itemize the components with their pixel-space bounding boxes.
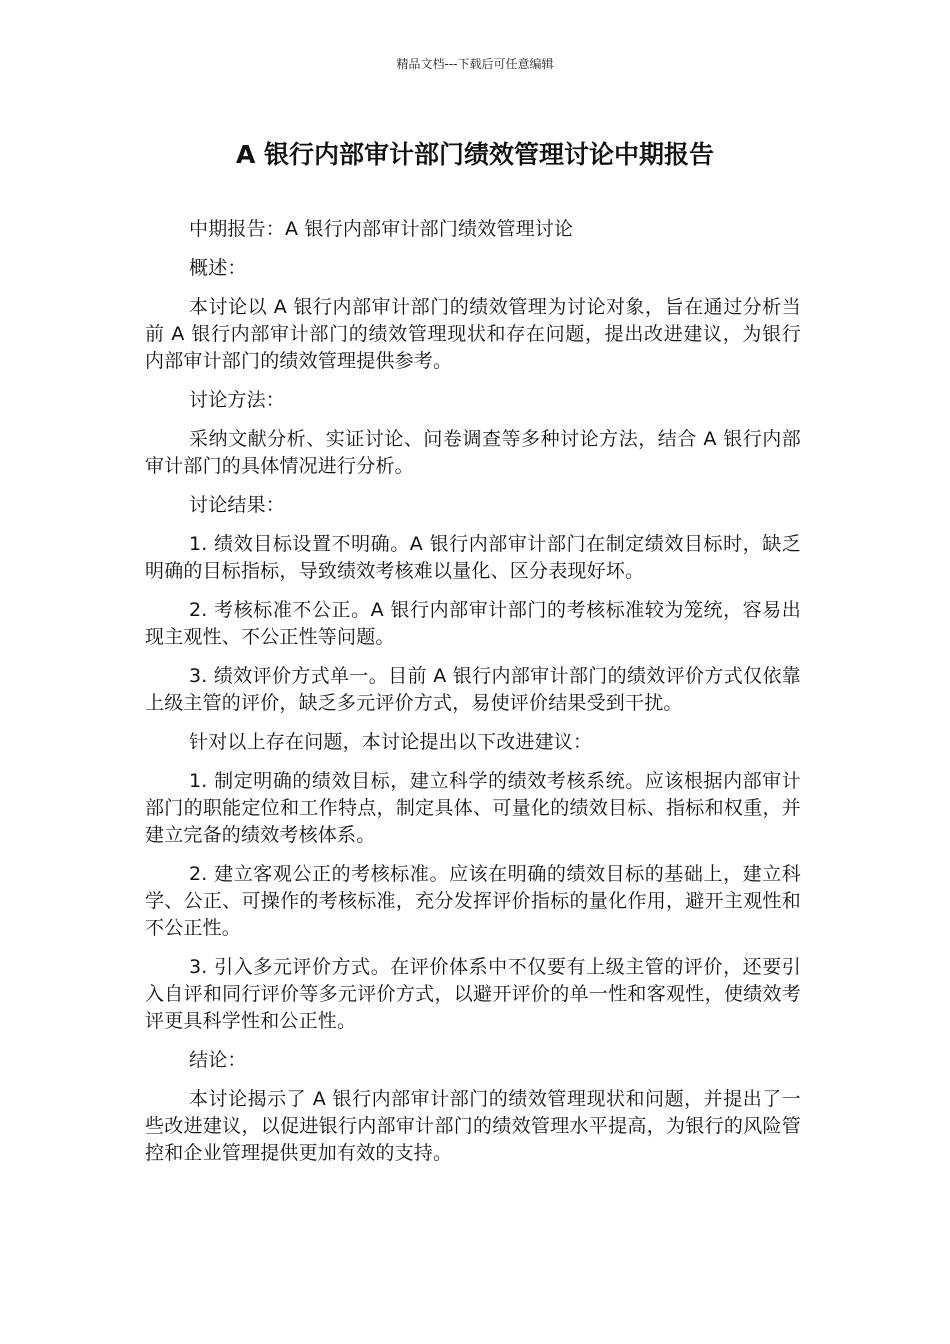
paragraph-conclusion: 本讨论揭示了 A 银行内部审计部门的绩效管理现状和问题，并提出了一些改进建议，以促进银行内部审计部门的绩效管理水平提高，为银行的风险管控和企业管理提供更加有效的支持。 [145, 1088, 801, 1164]
heading-methods: 讨论方法： [189, 389, 286, 411]
result-item-3: 3. 绩效评价方式单一。目前 A 银行内部审计部门的绩效评价方式仅依靠上级主管的评价，缺乏多元评价方式，易使评价结果受到干扰。 [145, 665, 801, 714]
heading-overview: 概述： [189, 257, 247, 279]
paragraph-suggestions-intro: 针对以上存在问题，本讨论提出以下改进建议： [189, 731, 593, 753]
page-header: 精品文档---下载后可任意编辑 [396, 57, 554, 71]
result-item-2: 2. 考核标准不公正。A 银行内部审计部门的考核标准较为笼统，容易出现主观性、不公正性等问题。 [145, 599, 801, 648]
heading-conclusion: 结论： [189, 1049, 247, 1071]
suggestion-item-3: 3. 引入多元评价方式。在评价体系中不仅要有上级主管的评价，还要引入自评和同行评价等多元评价方式，以避开评价的单一性和客观性，使绩效考评更具科学性和公正性。 [145, 956, 801, 1032]
suggestion-item-1: 1. 制定明确的绩效目标，建立科学的绩效考核系统。应该根据内部审计部门的职能定位和工作特点，制定具体、可量化的绩效目标、指标和权重，并建立完备的绩效考核体系。 [145, 770, 801, 846]
paragraph-overview: 本讨论以 A 银行内部审计部门的绩效管理为讨论对象，旨在通过分析当前 A 银行内部审计部门的绩效管理现状和存在问题，提出改进建议，为银行内部审计部门的绩效管理提供参考。 [145, 296, 801, 372]
document-title: A 银行内部审计部门绩效管理讨论中期报告 [235, 140, 715, 169]
paragraph-report-intro: 中期报告：A 银行内部审计部门绩效管理讨论 [189, 218, 574, 240]
suggestion-item-2: 2. 建立客观公正的考核标准。应该在明确的绩效目标的基础上，建立科学、公正、可操作的考核标准，充分发挥评价指标的量化作用，避开主观性和不公正性。 [145, 863, 801, 939]
result-item-1: 1. 绩效目标设置不明确。A 银行内部审计部门在制定绩效目标时，缺乏明确的目标指标，导致绩效考核难以量化、区分表现好坏。 [145, 533, 801, 582]
heading-results: 讨论结果： [189, 494, 286, 516]
document-body [145, 216, 801, 1179]
paragraph-methods: 采纳文献分析、实证讨论、问卷调查等多种讨论方法，结合 A 银行内部审计部门的具体情况进行分析。 [145, 428, 801, 477]
